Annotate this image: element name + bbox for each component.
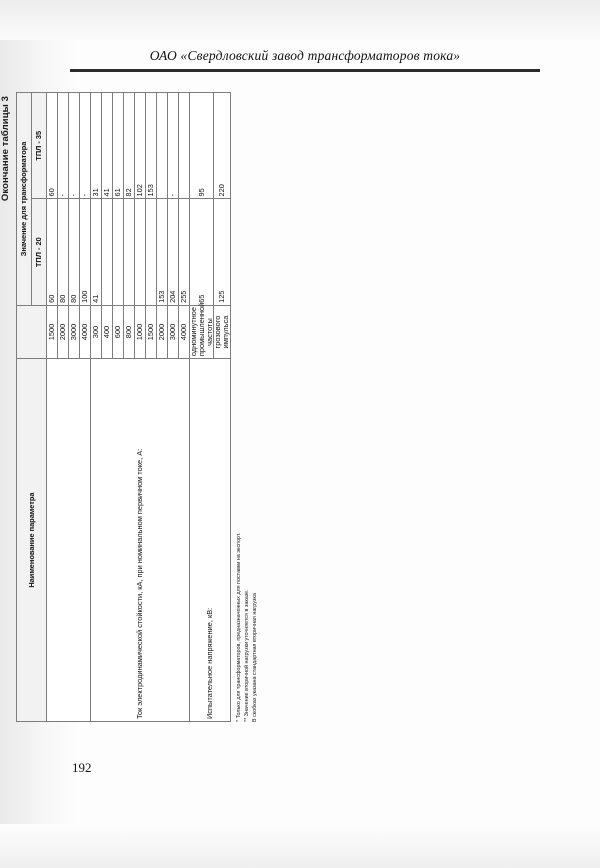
row-subparam: 300	[91, 305, 102, 358]
row-label	[47, 359, 91, 722]
cell-tpl20: 204	[168, 199, 179, 305]
col-header-subparam	[17, 305, 47, 358]
scan-shadow-top	[0, 0, 600, 40]
row-subparam: 4000	[179, 305, 190, 358]
table-caption: Окончание таблицы 3	[0, 96, 11, 202]
row-subparam: 600	[113, 305, 124, 358]
table-row	[91, 93, 102, 722]
header-divider	[70, 69, 540, 72]
cell-tpl20: 60	[47, 199, 58, 305]
cell-tpl20	[135, 199, 146, 305]
row-subparam: 3000	[168, 305, 179, 358]
table-footnotes	[235, 92, 259, 722]
table-header-row	[17, 93, 32, 722]
table-row	[47, 93, 58, 722]
footnote-1: * Только для трансформаторов, предназначенных для поставки на экспорт.	[235, 532, 242, 722]
cell-tpl35: 82	[124, 93, 135, 199]
cell-tpl35: -	[80, 93, 91, 199]
row-subparam: 2000	[157, 305, 168, 358]
cell-tpl20: 153	[157, 199, 168, 305]
cell-tpl20: 125	[214, 199, 231, 305]
cell-tpl20: 41	[91, 199, 102, 305]
footnote-2: ** Значение вторичной нагрузки уточняется в заказе.	[243, 589, 250, 722]
row-subparam: 1500	[47, 305, 58, 358]
row-label: Испытательное напряжение, кВ:	[190, 359, 231, 722]
cell-tpl35: 153	[146, 93, 157, 199]
row-subparam: 1500	[146, 305, 157, 358]
row-subparam: 3000	[69, 305, 80, 358]
cell-tpl20	[102, 199, 113, 305]
table-row	[190, 93, 214, 722]
col-header-group: Значение для трансформатора	[17, 93, 32, 306]
scan-shadow-bottom	[0, 824, 600, 868]
cell-tpl20: 80	[58, 199, 69, 305]
cell-tpl35: -	[168, 93, 179, 199]
row-subparam: 800	[124, 305, 135, 358]
col-header-name: Наименование параметра	[17, 359, 47, 722]
cell-tpl35: -	[69, 93, 80, 199]
cell-tpl20: 255	[179, 199, 190, 305]
cell-tpl20: 100	[80, 199, 91, 305]
cell-tpl35: 60	[47, 93, 58, 199]
row-subparam: 4000	[80, 305, 91, 358]
cell-tpl35	[179, 93, 190, 199]
cell-tpl35: 61	[113, 93, 124, 199]
cell-tpl20	[113, 199, 124, 305]
company-title: ОАО «Свердловский завод трансформаторов тока»	[149, 48, 461, 63]
cell-tpl20	[124, 199, 135, 305]
row-subparam: 1000	[135, 305, 146, 358]
rotated-table-region	[0, 92, 600, 742]
row-subparam: 400	[102, 305, 113, 358]
cell-tpl20: 80	[69, 199, 80, 305]
cell-tpl35: -	[58, 93, 69, 199]
page-number: 192	[72, 760, 92, 775]
cell-tpl35: 95	[190, 93, 214, 199]
parameters-table	[16, 92, 231, 722]
col-header-tpl35: ТПЛ - 35	[32, 93, 47, 199]
row-subparam: грозового импульса	[214, 305, 231, 358]
cell-tpl35: 31	[91, 93, 102, 199]
cell-tpl35: 220	[214, 93, 231, 199]
footnote-3: В скобках указана стандартная вторичная нагрузка	[252, 593, 259, 722]
cell-tpl20	[146, 199, 157, 305]
row-subparam: 2000	[58, 305, 69, 358]
cell-tpl20: 65	[190, 199, 214, 305]
row-subparam: одноминутное промышленной частоты	[190, 305, 214, 358]
col-header-tpl20: ТПЛ - 20	[32, 199, 47, 305]
cell-tpl35: 41	[102, 93, 113, 199]
cell-tpl35	[157, 93, 168, 199]
row-label: Ток электродинамической стойкости, кА, при номинальном первичном токе, А:	[91, 359, 190, 722]
cell-tpl35: 102	[135, 93, 146, 199]
page-header	[70, 48, 540, 72]
